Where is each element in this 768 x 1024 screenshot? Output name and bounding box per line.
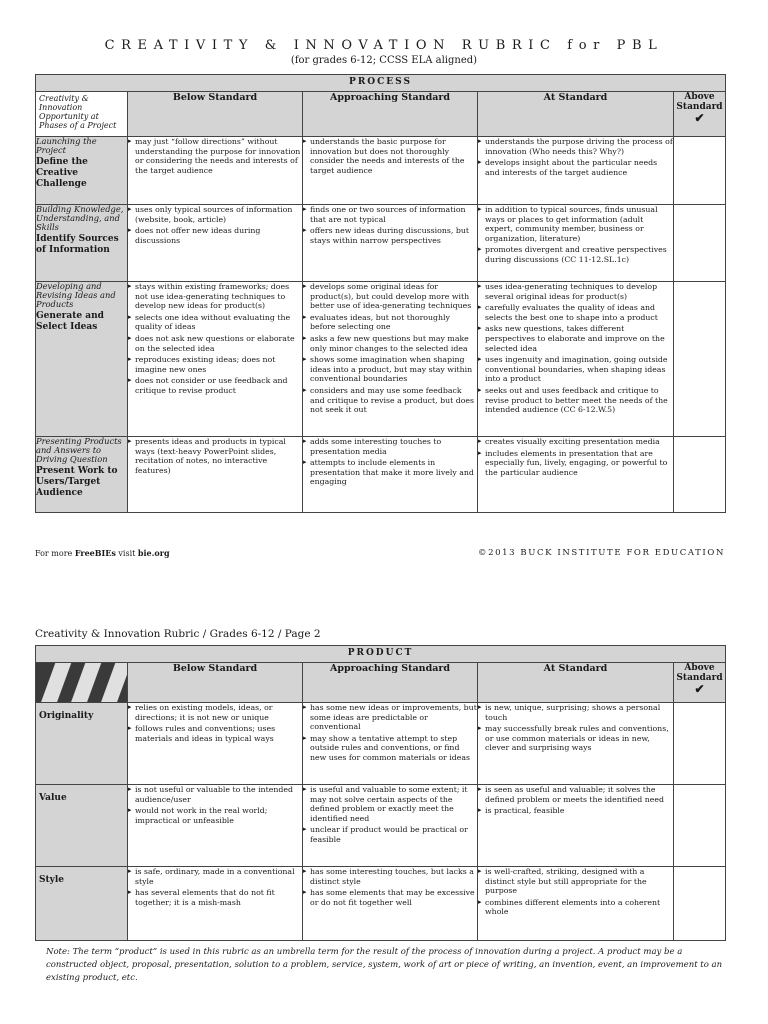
criterion-item: ▸ combines different elements into a coherent whole	[478, 898, 673, 917]
table-row	[36, 282, 726, 437]
criterion-item: ▸ asks new questions, takes different perspectives to elaborate and improve on the selected idea	[478, 324, 673, 353]
rubric-cell	[128, 785, 303, 867]
criterion-item: ▸ evaluates ideas, but not thoroughly before selecting one	[303, 313, 477, 332]
process-corner-label: Creativity & Innovation Opportunity at Phases of a Project	[36, 92, 128, 137]
criterion-item: ▸ stays within existing frameworks; does not use idea-generating techniques to develop new ideas for product(s)	[128, 282, 302, 311]
table-row	[36, 437, 726, 513]
footer-copyright: ©2013 BUCK INSTITUTE FOR EDUCATION	[477, 548, 725, 558]
criterion-item: ▸ carefully evaluates the quality of ideas and selects the best one to shape into a product	[478, 303, 673, 322]
criterion-item: ▸ offers new ideas during discussions, but stays within narrow perspectives	[303, 226, 477, 245]
rubric-cell	[478, 437, 674, 513]
criterion-item: ▸ reproduces existing ideas; does not imagine new ones	[128, 355, 302, 374]
column-header-below: Below Standard	[128, 663, 303, 703]
criteria-list	[303, 137, 477, 175]
table-row	[36, 205, 726, 282]
column-header-approaching: Approaching Standard	[303, 663, 478, 703]
table-row	[36, 137, 726, 205]
criteria-list	[478, 703, 673, 753]
criterion-item: ▸ relies on existing models, ideas, or directions; it is not new or unique	[128, 703, 302, 722]
footer-prefix: For more	[35, 549, 75, 558]
criteria-list	[128, 282, 302, 396]
criterion-item: ▸ includes elements in presentation that are especially fun, lively, engaging, or powerful to the particular audience	[478, 449, 673, 478]
rubric-cell	[303, 703, 478, 785]
criterion-item: ▸ may show a tentative attempt to step outside rules and conventions, or find new uses for common materials or ideas	[303, 734, 477, 763]
row-title: Style	[39, 875, 65, 885]
column-header-at: At Standard	[478, 92, 674, 137]
criteria-list	[303, 205, 477, 245]
product-rubric-table	[35, 645, 726, 941]
process-band: PROCESS	[36, 75, 726, 92]
checkmark-icon: ✔	[694, 682, 705, 696]
criterion-item: ▸ creates visually exciting presentation media	[478, 437, 673, 447]
column-header-above	[674, 663, 726, 703]
footer-freebies-note	[35, 548, 170, 558]
rubric-cell	[303, 437, 478, 513]
criteria-list	[128, 137, 302, 175]
criterion-item: ▸ uses only typical sources of information (website, book, article)	[128, 205, 302, 224]
column-header-at: At Standard	[478, 663, 674, 703]
above-standard-cell[interactable]	[674, 785, 726, 867]
rubric-cell	[478, 137, 674, 205]
above-standard-cell[interactable]	[674, 703, 726, 785]
rubric-cell	[128, 703, 303, 785]
table-row	[36, 703, 726, 785]
criterion-item: ▸ unclear if product would be practical or feasible	[303, 825, 477, 844]
row-header	[36, 867, 128, 941]
criteria-list	[303, 867, 477, 907]
row-title: Originality	[39, 711, 94, 721]
criterion-item: ▸ in addition to typical sources, finds unusual ways or places to get information (adult expert, community member, business or organization, literature)	[478, 205, 673, 243]
criterion-item: ▸ is safe, ordinary, made in a conventional style	[128, 867, 302, 886]
criterion-item: ▸ has some new ideas or improvements, but some ideas are predictable or conventional	[303, 703, 477, 732]
rubric-cell	[478, 703, 674, 785]
criterion-item: ▸ understands the basic purpose for innovation but does not thoroughly consider the needs and interests of the target audience	[303, 137, 477, 175]
criterion-item: ▸ seeks out and uses feedback and critique to revise product to better meet the needs of the intended audience (CC 6-12.W.5)	[478, 386, 673, 415]
rubric-cell	[303, 205, 478, 282]
criteria-list	[128, 437, 302, 475]
criterion-item: ▸ promotes divergent and creative perspectives during discussions (CC 11-12.SL.1c)	[478, 245, 673, 264]
phase-label: Launching the Project	[36, 136, 97, 155]
criterion-item: ▸ does not offer new ideas during discussions	[128, 226, 302, 245]
criteria-list	[303, 785, 477, 845]
criterion-item: ▸ is new, unique, surprising; shows a personal touch	[478, 703, 673, 722]
rubric-cell	[128, 282, 303, 437]
criteria-list	[128, 785, 302, 825]
criteria-list	[128, 867, 302, 907]
criteria-list	[478, 282, 673, 415]
criteria-list	[128, 205, 302, 245]
rubric-cell	[478, 785, 674, 867]
above-line-1: Above	[684, 663, 715, 673]
page-2-heading: Creativity & Innovation Rubric / Grades 6-12 / Page 2	[35, 628, 321, 640]
criterion-item: ▸ uses ingenuity and imagination, going outside conventional boundaries, when shaping ideas into a product	[478, 355, 673, 384]
row-title: Value	[39, 793, 67, 803]
row-header	[36, 437, 128, 513]
criterion-item: ▸ asks a few new questions but may make only minor changes to the selected idea	[303, 334, 477, 353]
above-standard-cell[interactable]	[674, 437, 726, 513]
phase-label: Building Knowledge, Understanding, and Skills	[36, 204, 124, 232]
phase-label: Presenting Products and Answers to Driving Question	[36, 436, 122, 464]
criterion-item: ▸ follows rules and conventions; uses materials and ideas in typical ways	[128, 724, 302, 743]
criterion-item: ▸ is well-crafted, striking, designed with a distinct style but still appropriate for the purpose	[478, 867, 673, 896]
above-standard-cell[interactable]	[674, 205, 726, 282]
above-standard-cell[interactable]	[674, 867, 726, 941]
footer-site-link[interactable]: bie.org	[137, 548, 170, 558]
above-line-1: Above	[684, 92, 715, 102]
rubric-cell	[303, 282, 478, 437]
row-title: Generate and Select Ideas	[36, 311, 104, 332]
criterion-item: ▸ presents ideas and products in typical ways (text-heavy PowerPoint slides, recitation of notes, no interactive features)	[128, 437, 302, 475]
criteria-list	[478, 205, 673, 265]
table-row	[36, 785, 726, 867]
rubric-cell	[128, 205, 303, 282]
criterion-item: ▸ is seen as useful and valuable; it solves the defined problem or meets the identified need	[478, 785, 673, 804]
criteria-list	[478, 785, 673, 816]
phase-label: Developing and Revising Ideas and Products	[36, 281, 116, 309]
column-header-below: Below Standard	[128, 92, 303, 137]
row-title: Present Work to Users/Target Audience	[36, 466, 118, 498]
criteria-list	[303, 437, 477, 487]
criterion-item: ▸ understands the purpose driving the process of innovation (Who needs this? Why?)	[478, 137, 673, 156]
rubric-cell	[128, 867, 303, 941]
checkmark-icon: ✔	[694, 111, 705, 125]
rubric-cell	[478, 867, 674, 941]
rubric-cell	[478, 205, 674, 282]
rubric-cell	[303, 785, 478, 867]
criterion-item: ▸ develops insight about the particular needs and interests of the target audience	[478, 158, 673, 177]
row-header	[36, 205, 128, 282]
row-header	[36, 282, 128, 437]
criterion-item: ▸ adds some interesting touches to presentation media	[303, 437, 477, 456]
row-header	[36, 785, 128, 867]
criterion-item: ▸ has several elements that do not fit together; it is a mish-mash	[128, 888, 302, 907]
criterion-item: ▸ is not useful or valuable to the intended audience/user	[128, 785, 302, 804]
criterion-item: ▸ considers and may use some feedback and critique to revise a product, but does not seek it out	[303, 386, 477, 415]
footer-mid: visit	[115, 549, 138, 558]
decorative-stripes	[36, 663, 128, 703]
criterion-item: ▸ shows some imagination when shaping ideas into a product, but may stay within conventional boundaries	[303, 355, 477, 384]
criterion-item: ▸ has some elements that may be excessive or do not fit together well	[303, 888, 477, 907]
criterion-item: ▸ is practical, feasible	[478, 806, 673, 816]
criteria-list	[478, 867, 673, 917]
column-header-above	[674, 92, 726, 137]
criterion-item: ▸ does not consider or use feedback and critique to revise product	[128, 376, 302, 395]
table-row	[36, 867, 726, 941]
rubric-cell	[303, 867, 478, 941]
column-header-approaching: Approaching Standard	[303, 92, 478, 137]
page-subtitle: (for grades 6-12; CCSS ELA aligned)	[290, 55, 478, 66]
criterion-item: ▸ finds one or two sources of information that are not typical	[303, 205, 477, 224]
rubric-cell	[303, 137, 478, 205]
criterion-item: ▸ has some interesting touches, but lacks a distinct style	[303, 867, 477, 886]
criterion-item: ▸ would not work in the real world; impractical or unfeasible	[128, 806, 302, 825]
footnote: Note: The term “product” is used in this rubric as an umbrella term for the result of the process of innovation during a project. A product may be a constructed object, proposal, presentation, solution to a problem, service, system, work of art or piece of writing, an invention, event, an improvement to an existing product, etc.	[46, 947, 723, 983]
rubric-cell	[128, 137, 303, 205]
row-header	[36, 703, 128, 785]
criterion-item: ▸ selects one idea without evaluating the quality of ideas	[128, 313, 302, 332]
criteria-list	[478, 137, 673, 177]
criterion-item: ▸ may just “follow directions” without understanding the purpose for innovation or considering the needs and interests of the target audience	[128, 137, 302, 175]
criteria-list	[478, 437, 673, 477]
criterion-item: ▸ may successfully break rules and conventions, or use common materials or ideas in new, clever and surprising ways	[478, 724, 673, 753]
criterion-item: ▸ does not ask new questions or elaborate on the selected idea	[128, 334, 302, 353]
criteria-list	[303, 703, 477, 763]
page-title: CREATIVITY & INNOVATION RUBRIC for PBL	[104, 38, 664, 53]
row-header	[36, 137, 128, 205]
above-line-2: Standard	[676, 673, 723, 683]
footer-freebies: FreeBIEs	[74, 548, 116, 558]
above-line-2: Standard	[676, 102, 723, 112]
criterion-item: ▸ uses idea-generating techniques to develop several original ideas for product(s)	[478, 282, 673, 301]
criterion-item: ▸ develops some original ideas for product(s), but could develop more with better use of idea-generating techniques	[303, 282, 477, 311]
row-title: Define the Creative Challenge	[36, 157, 88, 189]
above-standard-cell[interactable]	[674, 137, 726, 205]
criteria-list	[128, 703, 302, 743]
rubric-cell	[128, 437, 303, 513]
criterion-item: ▸ is useful and valuable to some extent; it may not solve certain aspects of the defined problem or exactly meet the identified need	[303, 785, 477, 823]
criterion-item: ▸ attempts to include elements in presentation that make it more lively and engaging	[303, 458, 477, 487]
product-band: PRODUCT	[36, 646, 726, 663]
rubric-cell	[478, 282, 674, 437]
criteria-list	[303, 282, 477, 415]
row-title: Identify Sources of Information	[36, 234, 119, 255]
process-rubric-table	[35, 74, 726, 513]
above-standard-cell[interactable]	[674, 282, 726, 437]
